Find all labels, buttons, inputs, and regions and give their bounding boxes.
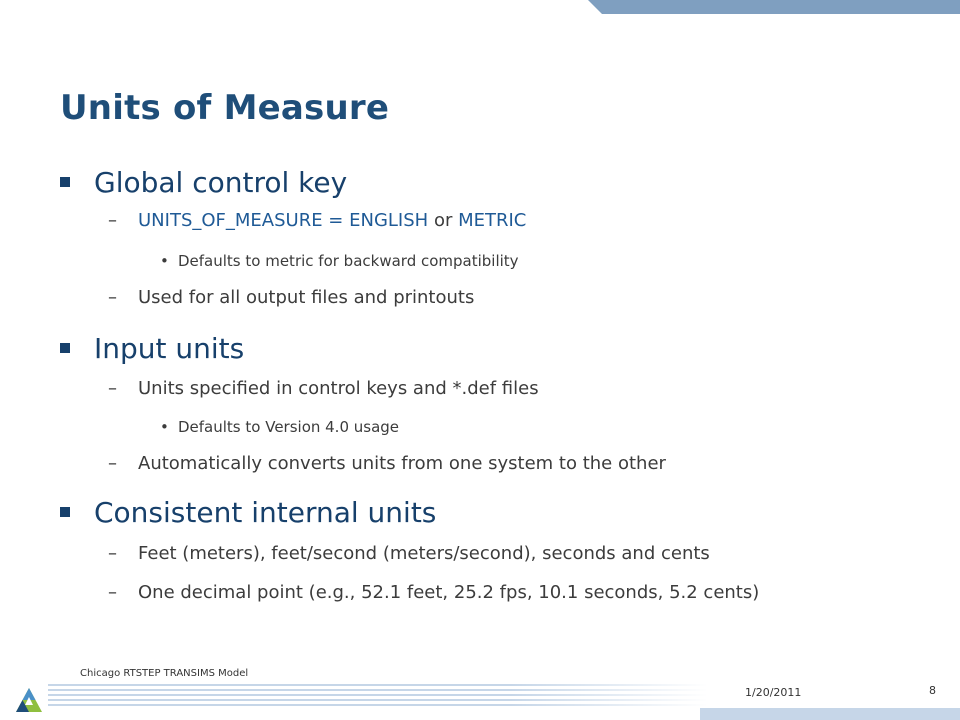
or-text: or xyxy=(433,210,453,231)
dot-bullet-icon: • xyxy=(160,418,169,436)
bullet-label: Input units xyxy=(94,332,245,365)
page-number: 8 xyxy=(929,684,936,697)
sub-bullet-units-specified xyxy=(108,378,539,399)
bullet-input-units xyxy=(60,332,244,365)
sub-bullet-units-key xyxy=(108,210,526,231)
sub-sub-bullet-text: Defaults to Version 4.0 usage xyxy=(178,418,400,436)
sub-bullet-text: Automatically converts units from one system to the other xyxy=(138,453,666,474)
sub-bullet-decimal-point xyxy=(108,582,759,603)
sub-bullet-feet-meters xyxy=(108,543,710,564)
sub-bullet-text: One decimal point (e.g., 52.1 feet, 25.2 fps, 10.1 seconds, 5.2 cents) xyxy=(138,582,760,603)
sub-sub-bullet-text: Defaults to metric for backward compatibility xyxy=(178,252,519,270)
argonne-logo-icon xyxy=(14,686,44,714)
bullet-consistent-internal-units xyxy=(60,496,436,529)
dot-bullet-icon: • xyxy=(160,252,169,270)
dash-bullet-icon: – xyxy=(108,453,117,474)
footer-model-name: Chicago RTSTEP TRANSIMS Model xyxy=(80,668,249,679)
footer-bar xyxy=(700,708,960,720)
metric-text: METRIC xyxy=(458,210,527,231)
sub-sub-bullet-defaults-metric xyxy=(160,252,519,270)
slide-title: Units of Measure xyxy=(60,88,390,128)
square-bullet-icon xyxy=(60,343,70,353)
bullet-label: Consistent internal units xyxy=(94,496,437,529)
footer-date: 1/20/2011 xyxy=(745,686,802,699)
dash-bullet-icon: – xyxy=(108,287,117,308)
square-bullet-icon xyxy=(60,177,70,187)
sub-bullet-output-files xyxy=(108,287,474,308)
sub-bullet-text: Used for all output files and printouts xyxy=(138,287,475,308)
bullet-label: Global control key xyxy=(94,166,348,199)
sub-sub-bullet-defaults-version xyxy=(160,418,399,436)
dash-bullet-icon: – xyxy=(108,582,117,603)
bullet-global-control-key xyxy=(60,166,347,199)
dash-bullet-icon: – xyxy=(108,378,117,399)
top-accent-band xyxy=(588,0,960,14)
sub-bullet-text: Feet (meters), feet/second (meters/second), seconds and cents xyxy=(138,543,710,564)
units-key-text: UNITS_OF_MEASURE = ENGLISH xyxy=(138,210,429,231)
sub-bullet-auto-converts xyxy=(108,453,666,474)
square-bullet-icon xyxy=(60,507,70,517)
dash-bullet-icon: – xyxy=(108,210,117,231)
footer-decorative-lines xyxy=(48,684,708,706)
dash-bullet-icon: – xyxy=(108,543,117,564)
sub-bullet-text: Units specified in control keys and *.def files xyxy=(138,378,539,399)
